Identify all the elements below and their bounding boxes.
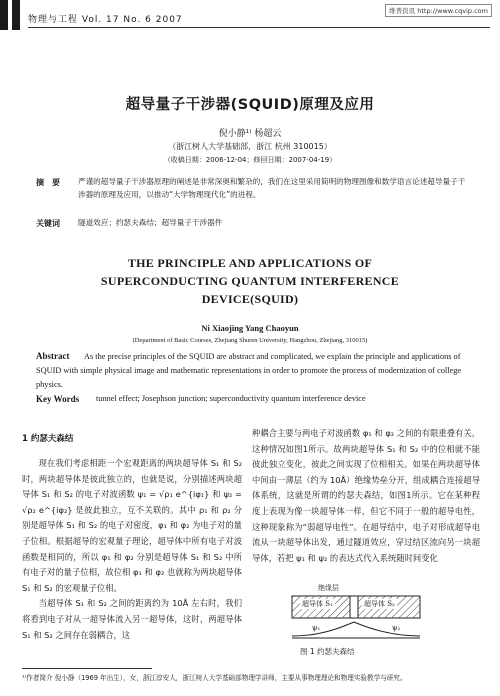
figure-barrier-label: 绝缘层 [318,584,339,592]
body-paragraph: 种耦合主要与两电子对波函数 φ₁ 和 φ₂ 之间的有限重叠有关，这种情况如图1所示。故两块超导体 S₁ 和 S₂ 中的位相就不能彼此独立变化，彼此之间实现了位相相关。如果在两块超导体中间由一薄层（约为 10Å）绝缘势垒分开，组成耦合连接超导体系统，这就是所谓的约瑟夫森结，如图1所示。它在某种程度上表现为像一块超导体一样，但它不同于一般的超导电性，这种现象称为“弱超导电性”。在超导结中，电子对形成超导电流从一块超导体出发，通过隧道效应，穿过结区流向另一块超导体，若把 ψ₁ 和 ψ₂ 的表达式代入系统随时间变化 [252,428,480,563]
keywords-cn-text: 隧道效应；约瑟夫森结；超导量子干涉器件 [78,218,223,227]
body-left-column [22,456,242,643]
abstract-cn-label: 摘 要 [36,178,60,187]
keywords-en-text: tunnel effect; Josephson junction; superconductivity quantum interference device [96,394,366,403]
footnote: ¹⁾作者简介 倪小静（1969 年出生），女，浙江淳安人，浙江树人大学基础部物理学讲师，主要从事物理理论和物理实验教学与研究。 [22,674,407,682]
authors-cn: 倪小静¹⁾ 杨超云 [218,129,282,139]
keywords-en-label: Key Words [36,394,80,404]
abstract-cn-text: 严谨的超导量子干涉器原理的阐述是非常深奥和繁杂的，我们在这里采用简明的物理图像和数学语言论述超导量子干涉器的原理及应用，以推动“大学物理现代化”的进程。 [78,177,466,199]
dates-cn: （收稿日期：2006-12-04；修回日期：2007-04-19） [163,156,337,164]
footnote-rule [22,668,152,669]
abstract-en-label: Abstract [36,351,70,361]
body-paragraph: 现在我们考虑相距一个宏观距离的两块超导体 S₁ 和 S₂ 时，两块超导体是彼此独立的，也就是说，分别描述两块超导体 S₁ 和 S₂ 的电子对波函数 ψ₁ = √ρ₁ e^{iφ₁} 和 ψ₂ = √ρ₂ e^{iφ₂} 是彼此独立，互不关联的。其中 ρ₁ 和 ρ₂ 分别是超导体 S₁ 和 S₂ 的电子对密度，φ₁ 和 φ₂ 为电子对的量子位相。根据超导的宏观量子理论，超导体中所有电子对波函数是相同的，所以 φ₁ 和 φ₂ 分别是超导体 S₁ 和 S₂ 中所有电子对的量子位相，故位相 φ₁ 和 φ₂ 也就称为两块超导体 S₁ 和 S₂ 的宏观量子位相。 [22,458,242,593]
body-right-column [252,426,480,566]
title-cn: 超导量子干涉器(SQUID)原理及应用 [125,97,375,113]
figure-s2-label: 超导体 S₂ [364,600,395,608]
authors-en: Ni Xiaojing Yang Chaoyun [201,323,299,333]
insulating-barrier [350,596,358,618]
title-en-line3: DEVICE(SQUID) [201,292,299,306]
title-en-line1: THE PRINCIPLE AND APPLICATIONS OF [127,256,373,270]
title-en-line2: SUPERCONDUCTING QUANTUM INTERFERENCE [100,274,400,288]
abstract-en-text: As the precise principles of the SQUID are abstract and complicated, we explain the principle and applications of SQUID with simple physical image and mathematic representations in order to promote the process of modernization of college physics. [36,352,462,389]
section-heading: 1 约瑟夫森结 [22,434,74,444]
wavefunction-psi1-curve [292,622,354,636]
affiliation-cn: （浙江树人大学基础部，浙江 杭州 310015） [168,142,332,151]
figure-caption: 图 1 约瑟夫森结 [300,647,355,656]
header-rule [28,27,490,28]
figure-psi1-label: ψ₁ [312,624,321,632]
body-paragraph: 当超导体 S₁ 和 S₂ 之间的距离约为 10Å 左右时，我们将看到电子对从一超导体流入另一超导体，这时，两超导体 S₁ 和 S₂ 之间存在弱耦合，这 [22,598,242,640]
corner-mark [0,0,20,30]
figure-psi2-label: ψ₂ [392,624,401,632]
wavefunction-psi2-curve [354,622,420,636]
source-stamp: 维普资讯 http://www.cqvip.com [385,4,492,17]
figure-s1-label: 超导体 S₁ [302,600,333,608]
affiliation-en: (Department of Basic Courses, Zhejiang Shuren University, Hangzhou, Zhejiang, 310015) [132,337,368,344]
keywords-cn-label: 关键词 [36,219,60,228]
running-head: 物理与工程 Vol. 17 No. 6 2007 [28,15,183,25]
